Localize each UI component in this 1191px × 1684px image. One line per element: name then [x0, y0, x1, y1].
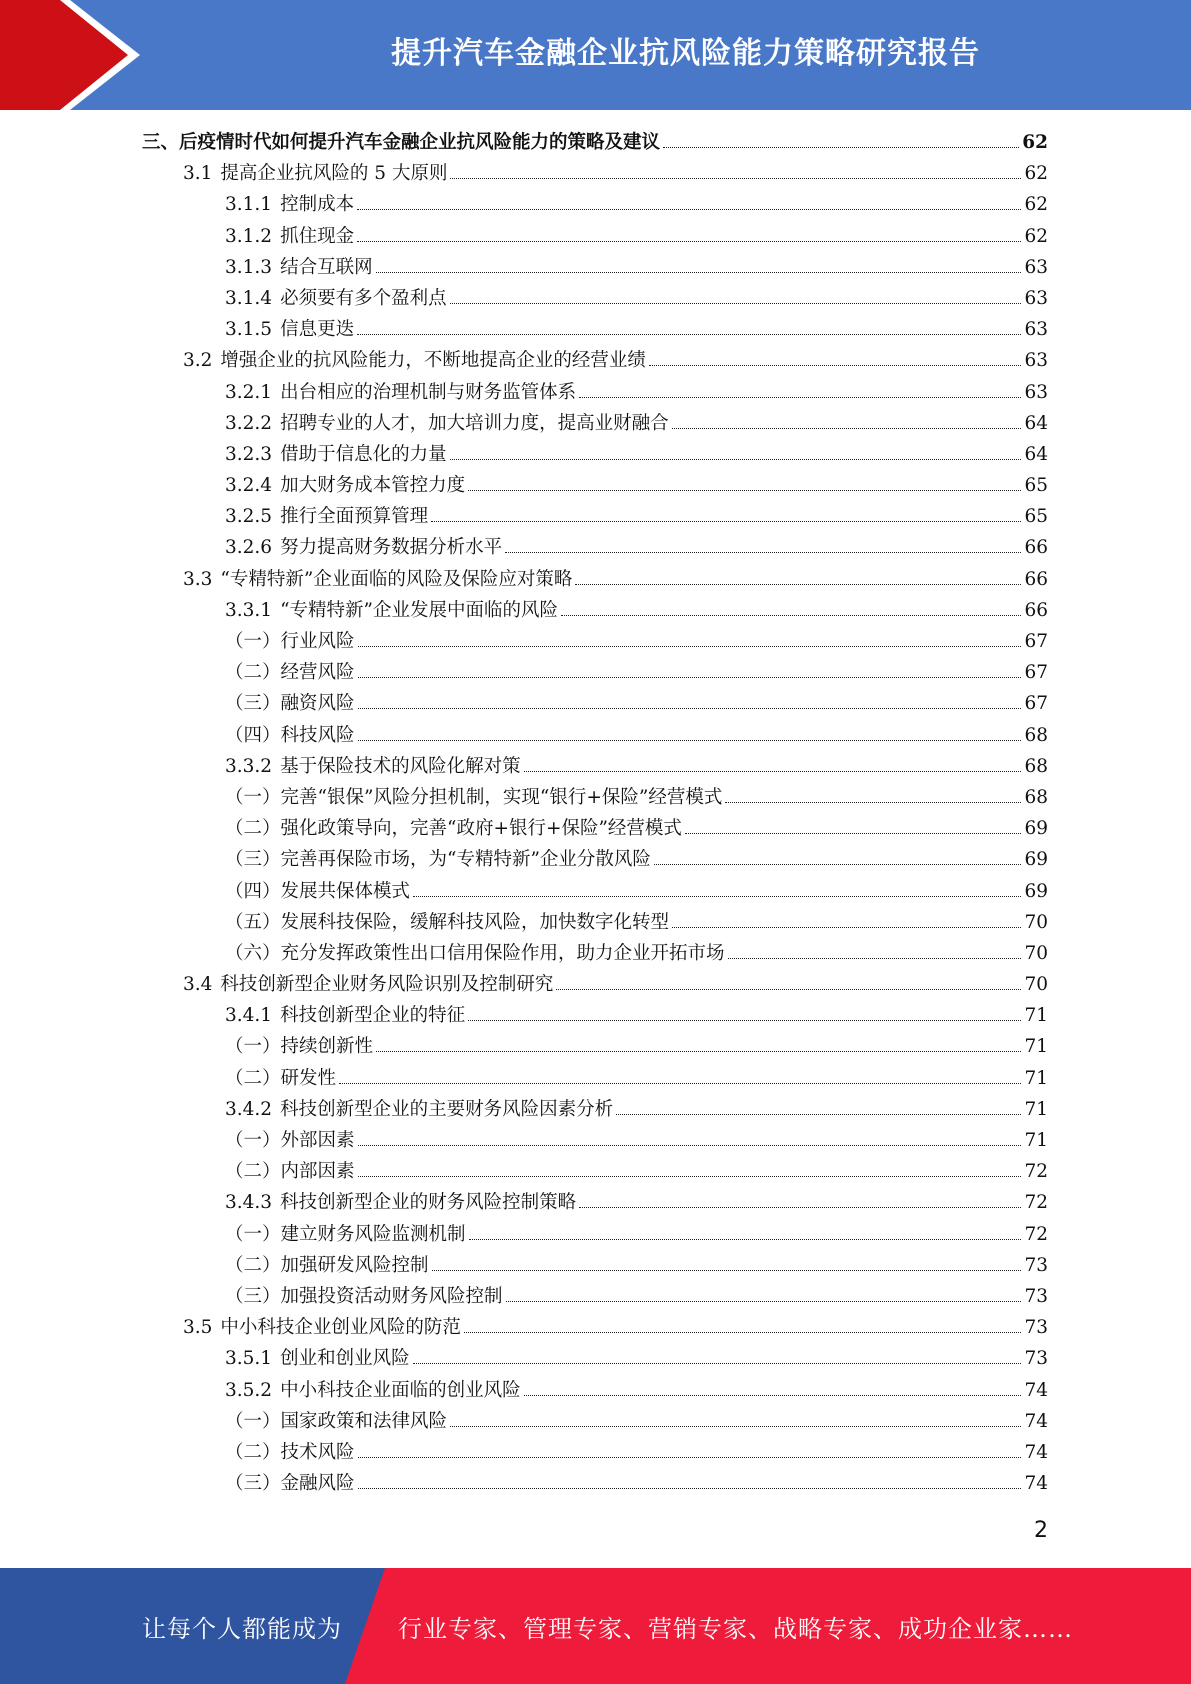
dot-leader — [357, 209, 1021, 210]
toc-entry-page: 73 — [1024, 1348, 1048, 1370]
toc-entry-title: 结合互联网 — [280, 256, 373, 278]
toc-entry[interactable] — [0, 970, 1048, 1001]
toc-entry-page: 74 — [1024, 1441, 1048, 1463]
toc-entry-number: 3.2.2 — [225, 412, 273, 434]
toc-entry-page: 69 — [1024, 818, 1048, 840]
table-of-contents — [0, 128, 1191, 1500]
dot-leader — [649, 365, 1022, 366]
toc-entry-number: 3.2.1 — [225, 381, 273, 403]
toc-entry-page: 62 — [1024, 225, 1048, 247]
toc-entry-page: 62 — [1024, 194, 1048, 216]
toc-entry-title: 科技创新型企业的主要财务风险因素分析 — [280, 1098, 614, 1120]
dot-leader — [357, 334, 1021, 335]
toc-entry[interactable] — [0, 1220, 1048, 1251]
toc-entry-number: 3.1.4 — [225, 287, 273, 309]
toc-entry-number: 3.2.6 — [225, 537, 273, 559]
dot-leader — [450, 1426, 1021, 1427]
dot-leader — [357, 241, 1021, 242]
dot-leader — [663, 147, 1019, 148]
chevron-arrow-icon — [0, 0, 150, 110]
toc-entry-page: 65 — [1024, 506, 1048, 528]
toc-entry-page: 72 — [1024, 1161, 1048, 1183]
toc-entry-title: （三）加强投资活动财务风险控制 — [225, 1285, 503, 1307]
document-title: 提升汽车金融企业抗风险能力策略研究报告 — [391, 36, 980, 71]
toc-entry[interactable] — [0, 1313, 1048, 1344]
dot-leader — [450, 459, 1022, 460]
toc-entry-number: 3.3.1 — [225, 599, 273, 621]
dot-leader — [524, 771, 1022, 772]
dot-leader — [339, 1083, 1021, 1084]
dot-leader — [376, 1051, 1021, 1052]
toc-entry-title: （二）内部因素 — [225, 1161, 355, 1183]
toc-entry[interactable] — [0, 565, 1048, 596]
toc-entry-page: 68 — [1024, 755, 1048, 777]
dot-leader — [468, 490, 1021, 491]
toc-entry-page: 64 — [1024, 443, 1048, 465]
dot-leader — [358, 1457, 1022, 1458]
toc-entry-title: 抓住现金 — [280, 225, 355, 247]
toc-entry[interactable] — [0, 1095, 1048, 1126]
toc-entry[interactable] — [0, 1251, 1048, 1282]
toc-entry-page: 73 — [1024, 1254, 1048, 1276]
toc-entry-page: 73 — [1024, 1317, 1048, 1339]
toc-entry-page: 74 — [1024, 1410, 1048, 1432]
toc-entry[interactable] — [0, 471, 1048, 502]
toc-entry-title: （四）发展共保体模式 — [225, 880, 411, 902]
dot-leader — [654, 864, 1022, 865]
toc-entry[interactable] — [0, 721, 1048, 752]
dot-leader — [725, 802, 1021, 803]
dot-leader — [431, 521, 1021, 522]
toc-entry[interactable] — [0, 378, 1048, 409]
toc-entry[interactable] — [0, 222, 1048, 253]
toc-entry-number: 3.1.5 — [225, 319, 273, 341]
toc-entry-title: （二）经营风险 — [225, 662, 355, 684]
dot-leader — [432, 1270, 1022, 1271]
toc-entry-number: 3.4 — [183, 974, 213, 996]
dot-leader — [358, 708, 1022, 709]
toc-entry-page: 70 — [1024, 911, 1048, 933]
dot-leader — [358, 677, 1022, 678]
header-band — [0, 0, 1191, 110]
toc-entry-title: （三）金融风险 — [225, 1473, 355, 1495]
toc-entry-number: 3.2 — [183, 350, 213, 372]
toc-entry[interactable] — [0, 814, 1048, 845]
toc-entry-title: 加大财务成本管控力度 — [280, 475, 466, 497]
toc-entry-page: 70 — [1024, 942, 1048, 964]
dot-leader — [358, 1145, 1022, 1146]
toc-entry-page: 71 — [1024, 1098, 1048, 1120]
toc-entry-title: 控制成本 — [280, 194, 355, 216]
toc-entry[interactable] — [0, 1157, 1048, 1188]
toc-entry[interactable] — [0, 1032, 1048, 1063]
toc-entry-title: （三）融资风险 — [225, 693, 355, 715]
dot-leader — [358, 1176, 1022, 1177]
toc-entry-page: 63 — [1024, 256, 1048, 278]
toc-entry[interactable] — [0, 533, 1048, 564]
toc-entry-title: 推行全面预算管理 — [280, 506, 429, 528]
toc-entry-title: 科技创新型企业的财务风险控制策略 — [280, 1192, 577, 1214]
toc-entry-number: 3.1.3 — [225, 256, 273, 278]
toc-entry-title: （五）发展科技保险，缓解科技风险，加快数字化转型 — [225, 911, 670, 933]
toc-entry-title: 中小科技企业创业风险的防范 — [220, 1317, 461, 1339]
toc-entry-page: 68 — [1024, 786, 1048, 808]
toc-entry-title: （一）行业风险 — [225, 631, 355, 652]
toc-entry-title: 创业和创业风险 — [280, 1348, 410, 1370]
toc-entry-title: 增强企业的抗风险能力，不断地提高企业的经营业绩 — [220, 350, 646, 372]
toc-entry-title: （四）科技风险 — [225, 724, 355, 746]
dot-leader — [685, 833, 1022, 834]
toc-entry-page: 72 — [1024, 1192, 1048, 1214]
toc-entry[interactable] — [0, 877, 1048, 908]
toc-entry[interactable] — [0, 658, 1048, 689]
toc-entry[interactable] — [0, 1469, 1048, 1500]
toc-entry-title: （三）完善再保险市场，为“专精特新”企业分散风险 — [225, 849, 651, 871]
toc-entry-title: （一）完善“银保”风险分担机制，实现“银行+保险”经营模式 — [225, 786, 723, 808]
toc-entry-title: 招聘专业的人才，加大培训力度，提高业财融合 — [280, 412, 669, 434]
dot-leader — [358, 646, 1022, 647]
toc-entry-title: （一）持续创新性 — [225, 1036, 374, 1058]
toc-entry-title: 努力提高财务数据分析水平 — [280, 537, 503, 559]
toc-entry-title: （一）建立财务风险监测机制 — [225, 1223, 466, 1245]
dot-leader — [464, 1332, 1022, 1333]
toc-entry[interactable] — [0, 1188, 1048, 1219]
toc-entry-title: 基于保险技术的风险化解对策 — [280, 755, 521, 777]
toc-entry-page: 67 — [1024, 693, 1048, 715]
toc-entry[interactable] — [0, 284, 1048, 315]
dot-leader — [561, 615, 1021, 616]
toc-entry-number: 3.4.1 — [225, 1005, 273, 1027]
toc-entry-title: “专精特新”企业发展中面临的风险 — [280, 599, 558, 621]
toc-entry[interactable] — [0, 689, 1048, 720]
toc-entry-title: 信息更迭 — [280, 319, 355, 341]
toc-entry[interactable] — [0, 1064, 1048, 1095]
dot-leader — [672, 927, 1021, 928]
toc-entry-number: 3.2.4 — [225, 475, 273, 497]
toc-entry-title: 必须要有多个盈利点 — [280, 287, 447, 309]
toc-entry-page: 72 — [1024, 1223, 1048, 1245]
toc-entry[interactable] — [0, 190, 1048, 221]
toc-entry-page: 68 — [1024, 724, 1048, 746]
toc-entry-number: 3.5 — [183, 1317, 213, 1339]
toc-entry-page: 67 — [1024, 662, 1048, 684]
toc-entry[interactable] — [0, 1376, 1048, 1407]
dot-leader — [728, 958, 1022, 959]
toc-entry[interactable] — [0, 315, 1048, 346]
toc-entry-number: 3.2.3 — [225, 443, 273, 465]
toc-entry-title: （一）外部因素 — [225, 1130, 355, 1151]
footer-slogan-left: 让每个人都能成为 — [142, 1614, 342, 1643]
toc-entry-title: 中小科技企业面临的创业风险 — [280, 1379, 521, 1401]
dot-leader — [358, 740, 1022, 741]
dot-leader — [506, 1301, 1022, 1302]
page-number: 2 — [1034, 1518, 1048, 1543]
toc-entry-title: （二）加强研发风险控制 — [225, 1254, 429, 1276]
toc-entry-page: 66 — [1024, 599, 1048, 621]
toc-entry-page: 71 — [1024, 1036, 1048, 1058]
toc-entry-title: （一）国家政策和法律风险 — [225, 1410, 448, 1432]
toc-entry[interactable] — [0, 1126, 1048, 1157]
toc-entry-number: 3.4.2 — [225, 1098, 273, 1120]
dot-leader — [450, 303, 1022, 304]
dot-leader — [358, 1488, 1022, 1489]
dot-leader — [672, 428, 1022, 429]
dot-leader — [616, 1114, 1021, 1115]
toc-entry-page: 64 — [1024, 412, 1048, 434]
toc-entry-number: 3.5.2 — [225, 1379, 273, 1401]
toc-entry[interactable] — [0, 783, 1048, 814]
toc-entry-title: （二）研发性 — [225, 1067, 337, 1089]
dot-leader — [450, 178, 1021, 179]
toc-entry-page: 65 — [1024, 475, 1048, 497]
toc-entry-title: 科技创新型企业的特征 — [280, 1005, 466, 1027]
dot-leader — [413, 896, 1021, 897]
toc-entry[interactable] — [0, 128, 1048, 159]
toc-entry[interactable] — [0, 440, 1048, 471]
toc-entry-page: 69 — [1024, 849, 1048, 871]
toc-entry[interactable] — [0, 752, 1048, 783]
dot-leader — [579, 1207, 1021, 1208]
dot-leader — [524, 1395, 1022, 1396]
toc-entry[interactable] — [0, 939, 1048, 970]
toc-entry-page: 67 — [1024, 631, 1048, 652]
toc-entry-title: 借助于信息化的力量 — [280, 443, 447, 465]
dot-leader — [579, 397, 1021, 398]
toc-entry-page: 66 — [1024, 537, 1048, 559]
toc-entry[interactable] — [0, 346, 1048, 377]
toc-entry-number: 3.5.1 — [225, 1348, 273, 1370]
toc-entry-page: 71 — [1024, 1067, 1048, 1089]
toc-entry-title: 出台相应的治理机制与财务监管体系 — [280, 381, 577, 403]
toc-entry[interactable] — [0, 596, 1048, 627]
toc-entry-page: 62 — [1024, 163, 1048, 185]
toc-entry-page: 74 — [1024, 1379, 1048, 1401]
footer-slogan-right: 行业专家、管理专家、营销专家、战略专家、成功企业家…… — [398, 1614, 1073, 1643]
toc-entry[interactable] — [0, 1344, 1048, 1375]
toc-entry-page: 63 — [1024, 381, 1048, 403]
dot-leader — [556, 989, 1021, 990]
toc-entry-number: 3.1 — [183, 163, 213, 185]
footer-band — [0, 1568, 1191, 1684]
toc-entry[interactable] — [0, 1282, 1048, 1313]
toc-entry-page: 63 — [1024, 350, 1048, 372]
dot-leader — [505, 552, 1021, 553]
toc-entry[interactable] — [0, 1407, 1048, 1438]
toc-entry-number: 3.3.2 — [225, 755, 273, 777]
chevron-red-shape — [0, 0, 128, 110]
dot-leader — [468, 1020, 1021, 1021]
toc-entry-page: 63 — [1024, 319, 1048, 341]
toc-entry-title: “专精特新”企业面临的风险及保险应对策略 — [220, 568, 573, 590]
toc-entry-number: 3.1.1 — [225, 194, 273, 216]
toc-entry-page: 62 — [1022, 132, 1048, 153]
toc-entry[interactable] — [0, 1001, 1048, 1032]
dot-leader — [376, 272, 1022, 273]
toc-entry-page: 66 — [1024, 568, 1048, 590]
toc-entry-page: 69 — [1024, 880, 1048, 902]
toc-entry-title: 提高企业抗风险的 5 大原则 — [220, 163, 448, 185]
dot-leader — [575, 584, 1021, 585]
toc-entry-page: 74 — [1024, 1473, 1048, 1495]
toc-entry-number: 3.2.5 — [225, 506, 273, 528]
toc-entry[interactable] — [0, 627, 1048, 658]
toc-entry[interactable] — [0, 845, 1048, 876]
toc-entry[interactable] — [0, 908, 1048, 939]
toc-entry-page: 71 — [1024, 1005, 1048, 1027]
toc-entry[interactable] — [0, 409, 1048, 440]
dot-leader — [413, 1363, 1022, 1364]
toc-entry-page: 63 — [1024, 287, 1048, 309]
toc-entry-title: （六）充分发挥政策性出口信用保险作用，助力企业开拓市场 — [225, 942, 725, 964]
toc-entry-page: 73 — [1024, 1285, 1048, 1307]
toc-entry[interactable] — [0, 502, 1048, 533]
toc-entry-number: 3.4.3 — [225, 1192, 273, 1214]
toc-entry[interactable] — [0, 253, 1048, 284]
toc-entry[interactable] — [0, 159, 1048, 190]
toc-entry-page: 71 — [1024, 1130, 1048, 1151]
toc-entry[interactable] — [0, 1438, 1048, 1469]
toc-entry-number: 3.1.2 — [225, 225, 273, 247]
toc-entry-number: 3.3 — [183, 568, 213, 590]
toc-entry-title: 三、后疫情时代如何提升汽车金融企业抗风险能力的策略及建议 — [142, 132, 661, 153]
toc-entry-page: 70 — [1024, 974, 1048, 996]
toc-entry-title: 科技创新型企业财务风险识别及控制研究 — [220, 974, 554, 996]
dot-leader — [469, 1239, 1022, 1240]
toc-entry-title: （二）技术风险 — [225, 1441, 355, 1463]
toc-entry-title: （二）强化政策导向，完善“政府+银行+保险”经营模式 — [225, 818, 682, 840]
